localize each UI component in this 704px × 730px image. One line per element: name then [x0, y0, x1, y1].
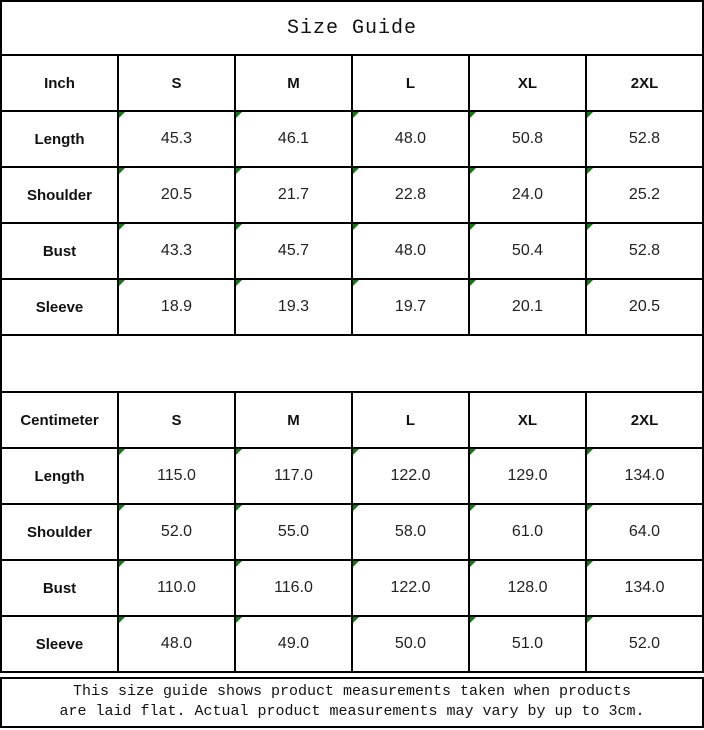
table-cell: 50.8 — [469, 111, 586, 167]
table-cell: 19.3 — [235, 279, 352, 335]
size-header-l: L — [352, 55, 469, 111]
table-cell: 52.0 — [118, 504, 235, 560]
row-label: Length — [1, 111, 118, 167]
spacer-row — [1, 335, 703, 392]
green-corner-flag-icon — [587, 112, 593, 118]
table-cell: 43.3 — [118, 223, 235, 279]
green-corner-flag-icon — [470, 224, 476, 230]
inch-header-row — [1, 55, 703, 111]
green-corner-flag-icon — [119, 561, 125, 567]
green-corner-flag-icon — [353, 224, 359, 230]
table-cell: 134.0 — [586, 448, 703, 504]
table-cell: 52.0 — [586, 616, 703, 672]
table-cell: 48.0 — [352, 111, 469, 167]
cm-header-row — [1, 392, 703, 448]
table-cell: 116.0 — [235, 560, 352, 616]
green-corner-flag-icon — [470, 280, 476, 286]
size-header-2xl: 2XL — [586, 55, 703, 111]
green-corner-flag-icon — [236, 449, 242, 455]
table-cell: 122.0 — [352, 560, 469, 616]
size-header-m: M — [235, 55, 352, 111]
green-corner-flag-icon — [119, 112, 125, 118]
size-header-xl: XL — [469, 392, 586, 448]
green-corner-flag-icon — [353, 168, 359, 174]
table-cell: 128.0 — [469, 560, 586, 616]
footer-line-1: This size guide shows product measurements taken when products — [72, 683, 632, 700]
green-corner-flag-icon — [470, 112, 476, 118]
footer-note — [0, 677, 704, 728]
row-label: Shoulder — [1, 504, 118, 560]
table-cell: 21.7 — [235, 167, 352, 223]
title-row — [1, 1, 703, 55]
green-corner-flag-icon — [470, 168, 476, 174]
table-cell: 50.4 — [469, 223, 586, 279]
unit-header-centimeter: Centimeter — [1, 392, 118, 448]
green-corner-flag-icon — [119, 449, 125, 455]
green-corner-flag-icon — [587, 505, 593, 511]
spacer-cell — [1, 335, 703, 392]
table-cell: 55.0 — [235, 504, 352, 560]
green-corner-flag-icon — [587, 168, 593, 174]
green-corner-flag-icon — [587, 617, 593, 623]
green-corner-flag-icon — [119, 617, 125, 623]
green-corner-flag-icon — [587, 449, 593, 455]
green-corner-flag-icon — [236, 561, 242, 567]
table-cell: 58.0 — [352, 504, 469, 560]
green-corner-flag-icon — [353, 280, 359, 286]
table-cell: 48.0 — [352, 223, 469, 279]
footer-line-2: are laid flat. Actual product measurements may vary by up to 3cm. — [59, 703, 645, 720]
table-cell: 20.1 — [469, 279, 586, 335]
row-label: Length — [1, 448, 118, 504]
green-corner-flag-icon — [119, 224, 125, 230]
table-cell: 19.7 — [352, 279, 469, 335]
row-label: Bust — [1, 560, 118, 616]
table-cell: 20.5 — [586, 279, 703, 335]
table-cell: 129.0 — [469, 448, 586, 504]
green-corner-flag-icon — [236, 505, 242, 511]
table-cell: 48.0 — [118, 616, 235, 672]
table-row-inch-length — [1, 111, 703, 167]
green-corner-flag-icon — [236, 224, 242, 230]
table-cell: 24.0 — [469, 167, 586, 223]
table-cell: 51.0 — [469, 616, 586, 672]
size-header-2xl: 2XL — [586, 392, 703, 448]
table-cell: 45.3 — [118, 111, 235, 167]
table-cell: 52.8 — [586, 223, 703, 279]
table-cell: 115.0 — [118, 448, 235, 504]
green-corner-flag-icon — [470, 617, 476, 623]
table-cell: 18.9 — [118, 279, 235, 335]
size-header-s: S — [118, 392, 235, 448]
table-cell: 134.0 — [586, 560, 703, 616]
table-row-inch-sleeve — [1, 279, 703, 335]
table-row-inch-bust — [1, 223, 703, 279]
row-label: Sleeve — [1, 616, 118, 672]
table-cell: 25.2 — [586, 167, 703, 223]
green-corner-flag-icon — [353, 617, 359, 623]
unit-header-inch: Inch — [1, 55, 118, 111]
green-corner-flag-icon — [470, 561, 476, 567]
page-title: Size Guide — [1, 1, 703, 55]
size-header-xl: XL — [469, 55, 586, 111]
green-corner-flag-icon — [587, 224, 593, 230]
table-cell: 117.0 — [235, 448, 352, 504]
table-cell: 22.8 — [352, 167, 469, 223]
row-label: Shoulder — [1, 167, 118, 223]
table-row-cm-sleeve — [1, 616, 703, 672]
size-header-m: M — [235, 392, 352, 448]
table-cell: 122.0 — [352, 448, 469, 504]
green-corner-flag-icon — [587, 280, 593, 286]
table-cell: 50.0 — [352, 616, 469, 672]
green-corner-flag-icon — [236, 280, 242, 286]
table-cell: 46.1 — [235, 111, 352, 167]
table-cell: 110.0 — [118, 560, 235, 616]
table-row-inch-shoulder — [1, 167, 703, 223]
green-corner-flag-icon — [353, 505, 359, 511]
row-label: Sleeve — [1, 279, 118, 335]
green-corner-flag-icon — [470, 449, 476, 455]
green-corner-flag-icon — [236, 112, 242, 118]
row-label: Bust — [1, 223, 118, 279]
green-corner-flag-icon — [353, 561, 359, 567]
table-row-cm-bust — [1, 560, 703, 616]
table-cell: 45.7 — [235, 223, 352, 279]
green-corner-flag-icon — [470, 505, 476, 511]
green-corner-flag-icon — [119, 168, 125, 174]
table-row-cm-length — [1, 448, 703, 504]
size-header-l: L — [352, 392, 469, 448]
green-corner-flag-icon — [236, 617, 242, 623]
table-row-cm-shoulder — [1, 504, 703, 560]
green-corner-flag-icon — [353, 112, 359, 118]
green-corner-flag-icon — [353, 449, 359, 455]
green-corner-flag-icon — [119, 505, 125, 511]
table-cell: 61.0 — [469, 504, 586, 560]
green-corner-flag-icon — [587, 561, 593, 567]
green-corner-flag-icon — [119, 280, 125, 286]
table-cell: 49.0 — [235, 616, 352, 672]
green-corner-flag-icon — [236, 168, 242, 174]
size-header-s: S — [118, 55, 235, 111]
table-cell: 64.0 — [586, 504, 703, 560]
table-cell: 52.8 — [586, 111, 703, 167]
table-cell: 20.5 — [118, 167, 235, 223]
